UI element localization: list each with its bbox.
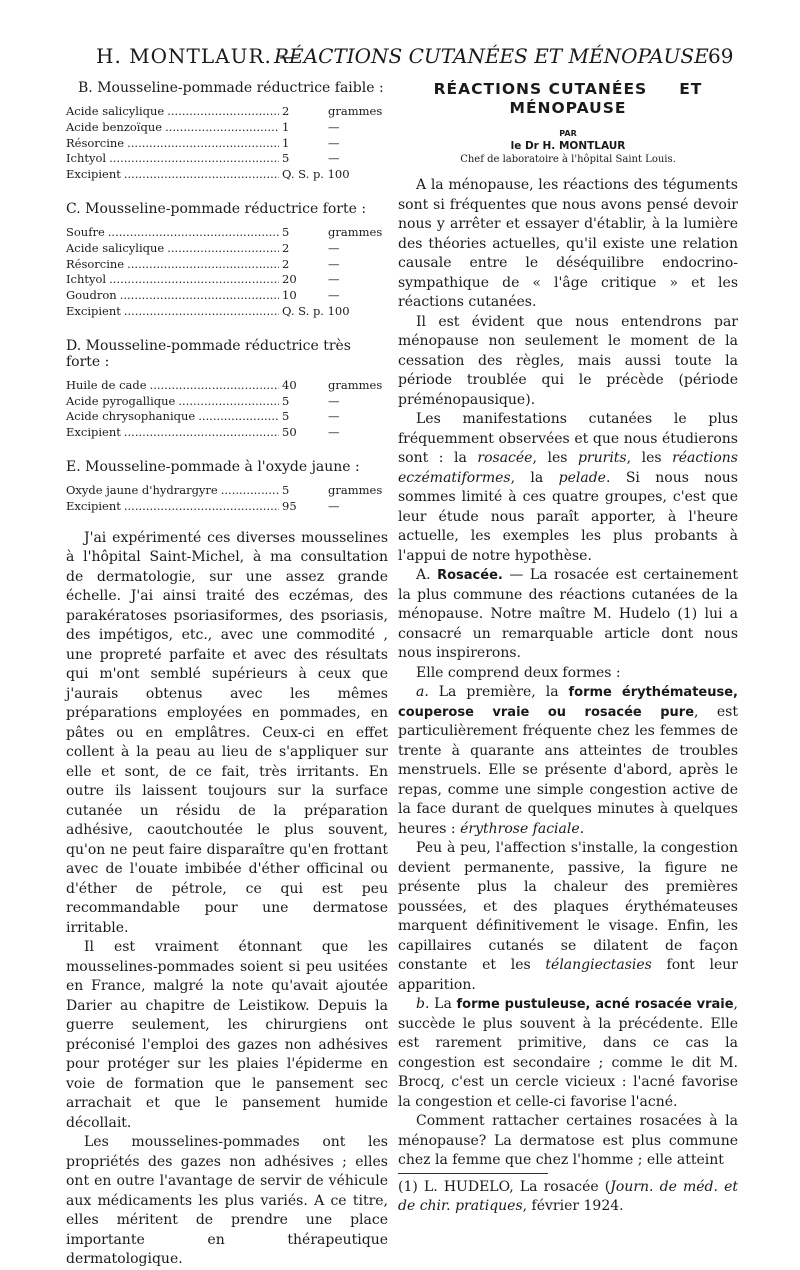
ingredient-row bbox=[66, 257, 388, 273]
ingredient-row bbox=[66, 394, 388, 410]
ingredient-quantity: 1 bbox=[282, 119, 290, 134]
dot-leader bbox=[221, 483, 279, 499]
paragraph: Peu à peu, l'affection s'installe, la congestion devient permanente, passive, la figure ne présente plus la chaleur des premières poussées, et des plaques érythémateuses marquent définitivement le visage. Enfin, les capillaires cutanés se dilatent de façon constante et les télangiectasies font leur apparition. bbox=[398, 840, 738, 993]
ingredient-quantity: 10 bbox=[282, 288, 297, 303]
footnote-rule bbox=[398, 1173, 548, 1174]
left-body-text bbox=[66, 529, 388, 1270]
dot-leader bbox=[124, 167, 279, 183]
recipe-heading: C. Mousseline-pommade réductrice forte : bbox=[66, 200, 367, 217]
ingredient-name: Soufre bbox=[66, 224, 105, 239]
ingredient-unit: — bbox=[328, 409, 340, 424]
ingredient-quantity: Q. S. p. 100 bbox=[282, 303, 350, 318]
ingredient-unit: — bbox=[328, 135, 340, 150]
ingredient-unit: — bbox=[328, 119, 340, 134]
ingredient-quantity: 5 bbox=[282, 224, 290, 239]
byline-affiliation: Chef de laboratoire à l'hôpital Saint Louis. bbox=[460, 154, 676, 165]
ingredient-quantity: Q. S. p. 100 bbox=[282, 167, 350, 182]
ingredient-name: Ichtyol bbox=[66, 151, 107, 166]
ingredient-unit: — bbox=[328, 272, 340, 287]
ingredient-name: Résorcine bbox=[66, 256, 125, 271]
ingredient-unit: grammes bbox=[328, 224, 383, 239]
ingredient-row bbox=[66, 151, 388, 167]
ingredient-unit: — bbox=[328, 425, 340, 440]
ingredient-row bbox=[66, 104, 388, 120]
ingredient-quantity: 5 bbox=[282, 393, 290, 408]
footnote: (1) L. HUDELO, La rosacée (Journ. de méd. et de chir. pratiques, février 1924. bbox=[398, 1178, 738, 1214]
dot-leader bbox=[109, 272, 279, 288]
paragraph: Comment rattacher certaines rosacées à la ménopause? La dermatose est plus commune chez la femme que chez l'homme ; elle atteint bbox=[398, 1113, 738, 1168]
left-column bbox=[66, 80, 388, 1270]
recipe-list bbox=[66, 80, 388, 515]
dot-leader bbox=[178, 394, 279, 410]
dot-leader bbox=[124, 304, 279, 320]
ingredient-quantity: 2 bbox=[282, 256, 290, 271]
ingredient-unit: grammes bbox=[328, 104, 383, 118]
dot-leader bbox=[124, 425, 279, 441]
ingredient-quantity: 5 bbox=[282, 409, 290, 424]
ingredient-quantity: 5 bbox=[282, 482, 290, 497]
ingredient-unit: — bbox=[328, 288, 340, 303]
paragraph: A. Rosacée. — La rosacée est certainement la plus commune des réactions cutanées de la ménopause. Notre maître M. Hudelo (1) lui a consacré un remarquable article dont nous nous inspirerons. bbox=[398, 567, 739, 661]
running-head bbox=[0, 40, 800, 80]
ingredient-quantity: 2 bbox=[282, 104, 290, 118]
ingredient-name: Excipient bbox=[66, 425, 121, 440]
article-heading bbox=[398, 80, 738, 165]
ingredient-quantity: 20 bbox=[282, 272, 297, 287]
ingredient-row bbox=[66, 136, 388, 152]
paragraph: Il est vraiment étonnant que les mousselines-pommades soient si peu usitées en France, malgré la note qu'avait ajoutée Darier au chapitre de Leistikow. Depuis la guerre seulement, les chirurgiens ont préconisé l'emploi des gazes non adhésives pour protéger sur les plaies l'épiderme en voie de formation que le pansement sec arrachait et que le pansement humide décollait. bbox=[66, 939, 388, 1131]
dot-leader bbox=[198, 409, 279, 425]
running-head-title: RÉACTIONS CUTANÉES ET MÉNOPAUSE bbox=[274, 44, 709, 68]
byline-author: le Dr H. MONTLAUR bbox=[510, 140, 626, 152]
ingredient-name: Acide benzoïque bbox=[66, 119, 163, 134]
dot-leader bbox=[124, 499, 279, 515]
ingredient-row bbox=[66, 425, 388, 441]
ingredient-quantity: 5 bbox=[282, 151, 290, 166]
right-body-text bbox=[398, 176, 738, 1217]
ingredient-name: Ichtyol bbox=[66, 272, 107, 287]
dot-leader bbox=[150, 378, 279, 394]
dot-leader bbox=[167, 104, 279, 120]
recipe-block bbox=[66, 80, 388, 183]
ingredient-quantity: 1 bbox=[282, 135, 290, 150]
ingredient-row bbox=[66, 483, 388, 499]
recipe-block bbox=[66, 201, 388, 320]
dot-leader bbox=[127, 257, 279, 273]
ingredient-row bbox=[66, 288, 388, 304]
ingredient-quantity: 2 bbox=[282, 240, 290, 255]
ingredient-name: Oxyde jaune d'hydrargyre bbox=[66, 482, 218, 497]
article-title-line1: RÉACTIONS CUTANÉES ET bbox=[433, 80, 703, 98]
dot-leader bbox=[109, 151, 279, 167]
recipe-heading: E. Mousseline-pommade à l'oxyde jaune : bbox=[66, 458, 360, 475]
paragraph: Il est évident que nous entendrons par ménopause non seulement le moment de la cessation des règles, mais aussi toute la période troublée qui le précède (période préménopausique). bbox=[398, 313, 738, 408]
ingredient-name: Acide salicylique bbox=[66, 104, 165, 118]
byline-par: PAR bbox=[559, 129, 577, 138]
ingredient-name: Excipient bbox=[66, 167, 121, 182]
dot-leader bbox=[108, 225, 279, 241]
ingredient-name: Acide pyrogallique bbox=[66, 393, 176, 408]
dot-leader bbox=[167, 241, 279, 257]
page-number: 69 bbox=[708, 44, 734, 68]
ingredient-quantity: 40 bbox=[282, 377, 297, 392]
ingredient-quantity: 50 bbox=[282, 425, 297, 440]
recipe-heading: D. Mousseline-pommade réductrice très forte : bbox=[66, 337, 351, 370]
ingredient-row bbox=[66, 167, 388, 183]
dot-leader bbox=[165, 120, 279, 136]
recipe-block bbox=[66, 338, 388, 441]
paragraph: Elle comprend deux formes : bbox=[416, 664, 621, 681]
ingredient-unit: grammes bbox=[328, 482, 383, 497]
ingredient-row bbox=[66, 304, 388, 320]
recipe-heading: B. Mousseline-pommade réductrice faible : bbox=[78, 80, 384, 96]
ingredient-name: Excipient bbox=[66, 498, 121, 513]
recipe-block bbox=[66, 459, 388, 515]
paragraph: a. La première, la forme érythémateuse, couperose vraie ou rosacée pure, est particulièrement fréquente chez les femmes de trente à quarante ans atteintes de troubles menstruels. Elle se présente d'abord, après le repas, comme une simple congestion active de la face durant de quelques minutes à quelques heures : érythrose faciale. bbox=[398, 684, 738, 837]
paragraph: Les manifestations cutanées le plus fréquemment observées et que nous étudierons sont : la rosacée, les prurits, les réactions eczématiformes, la pelade. Si nous nous sommes limité à ces quatre groupes, c'est que leur étude nous paraît apporter, à l'heure actuelle, les exemples les plus probants à l'appui de notre hypothèse. bbox=[398, 411, 738, 564]
ingredient-row bbox=[66, 241, 388, 257]
dot-leader bbox=[127, 136, 279, 152]
ingredient-row bbox=[66, 499, 388, 515]
ingredient-unit: — bbox=[328, 240, 340, 255]
right-column bbox=[398, 80, 738, 1217]
ingredient-unit: grammes bbox=[328, 377, 383, 392]
paragraph: Les mousselines-pommades ont les propriétés des gazes non adhésives ; elles ont en outre l'avantage de servir de véhicule aux médicaments les plus variés. A ce titre, elles méritent de prendre une place importante en thérapeutique dermatologique. bbox=[66, 1134, 388, 1268]
ingredient-name: Résorcine bbox=[66, 135, 125, 150]
article-title-line2: MÉNOPAUSE bbox=[509, 99, 627, 117]
dot-leader bbox=[120, 288, 279, 304]
ingredient-row bbox=[66, 409, 388, 425]
ingredient-unit: — bbox=[328, 256, 340, 271]
ingredient-quantity: 95 bbox=[282, 498, 297, 513]
ingredient-name: Huile de cade bbox=[66, 377, 147, 392]
ingredient-row bbox=[66, 272, 388, 288]
running-head-author: H. MONTLAUR. — bbox=[96, 44, 301, 68]
ingredient-unit: — bbox=[328, 151, 340, 166]
paragraph: A la ménopause, les réactions des téguments sont si fréquentes que nous avons pensé devoir nous y arrêter et essayer d'établir, à la lumière des théories actuelles, qu'il existe une relation causale entre le déséquilibre endocrino-sympathique de « l'âge critique » et les réactions cutanées. bbox=[398, 177, 738, 310]
ingredient-row bbox=[66, 120, 388, 136]
ingredient-name: Acide salicylique bbox=[66, 240, 165, 255]
ingredient-name: Acide chrysophanique bbox=[66, 409, 196, 424]
paragraph: b. La forme pustuleuse, acné rosacée vraie, succède le plus souvent à la précédente. Elle est rarement primitive, dans ce cas la congestion est secondaire ; comme le dit M. Brocq, c'est un cercle vicieux : l'acné favorise la congestion et celle-ci favorise l'acné. bbox=[398, 996, 738, 1110]
ingredient-name: Excipient bbox=[66, 303, 121, 318]
paragraph: J'ai expérimenté ces diverses mousselines à l'hôpital Saint-Michel, à ma consultation de dermatologie, sur une assez grande échelle. J'ai ainsi traité des eczémas, des parakératoses psoriasiformes, des psoriasis, des impétigos, etc., avec une commodité , une propreté parfaite et avec des résultats qui m'ont semblé supérieurs à ceux que j'aurais obtenus avec les mêmes préparations employées en pommades, en pâtes ou en emplâtres. Ceux-ci en effet collent à la peau au lieu de s'appliquer sur elle et sont, de ce fait, très irritants. En outre ils laissent toujours sur la surface cutanée un résidu de la préparation adhésive, caoutchoutée le plus souvent, qu'on ne peut faire disparaître qu'en frottant avec de l'ouate imbibée d'éther officinal ou d'éther de pétrole, ce qui est peu recommandable pour une dermatose irritable. bbox=[66, 529, 388, 936]
ingredient-row bbox=[66, 378, 388, 394]
ingredient-unit: — bbox=[328, 498, 340, 513]
ingredient-unit: — bbox=[328, 393, 340, 408]
ingredient-name: Goudron bbox=[66, 288, 117, 303]
ingredient-row bbox=[66, 225, 388, 241]
